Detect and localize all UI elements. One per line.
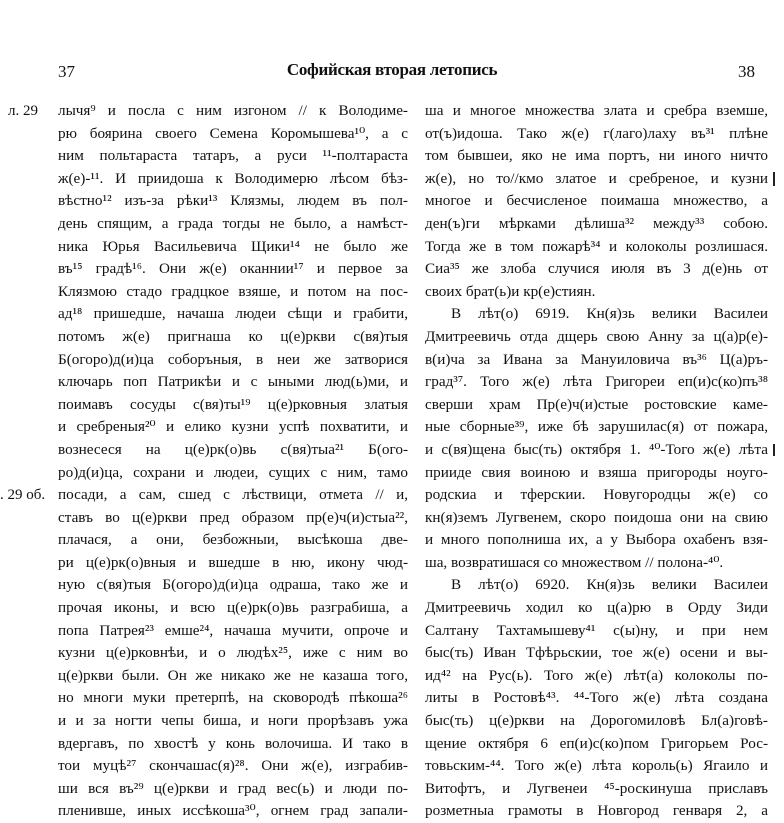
text-line: розметныа грамоты в Новгород генваря 2, а: [425, 802, 768, 820]
text-line: быс(ть) Иван Тфѣрьскии, тое ж(е) осени и вы-: [425, 644, 768, 662]
text-line: поимавъ сосуды с(вя)ты¹⁹ ц(е)рковныя златыя: [58, 395, 408, 413]
text-line: лычя⁹ и посла с ним изгоном // к Володиме-: [58, 102, 408, 119]
margin-mark: [773, 172, 775, 186]
text-line: Салтану Тахтамышеву⁴¹ с(ы)ну, и при нем: [425, 621, 768, 639]
text-line: В лѣт(о) 6920. Кн(я)зь велики Василеи: [451, 576, 768, 594]
text-line: ц(е)ркви были. Он же никако же не казаша тогo,: [58, 666, 408, 684]
text-line: ника Юрья Васильевича Щики¹⁴ не было же: [58, 237, 408, 255]
text-line: от(ъ)идоша. Тако ж(е) г(лаго)лаху въ³¹ плѣне: [425, 124, 768, 142]
text-line: ные сборные³⁹, иже бѣ зарушилас(я) от пожара,: [425, 418, 768, 436]
text-line: ним польтараста татаръ, а руси ¹¹-полтараста: [58, 147, 408, 165]
running-title: Софийская вторая летопись: [286, 60, 498, 79]
text-line: товьским-⁴⁴. Того ж(е) лѣта король(ь) Ягаило и: [425, 757, 768, 775]
page-number-right: 38: [738, 62, 755, 81]
text-line: Клязмою стадо градцкое взяше, и потом на пос-: [58, 282, 408, 300]
text-line: Дмитреевичь отда дщерь свою Анну за ц(а)р(е)-: [425, 327, 768, 345]
text-line: прочая иконы, и всю ц(е)рк(о)вь разграбиша, а: [58, 599, 408, 617]
text-line: многое и бесчисленое поимаша множество, а: [425, 192, 768, 210]
text-line: ри ц(е)рк(о)вныя и вшедше в ню, икону чюд-: [58, 553, 408, 571]
text-line: ши вся въ²⁹ ц(е)ркви и град вес(ь) и люди по-: [58, 779, 408, 797]
text-line: ид⁴² на Рус(ь). Того ж(е) лѣт(а) колоколы по-: [425, 666, 768, 684]
text-line: и сребреныя²⁰ и елико кузни успѣ похватити, и: [58, 418, 408, 436]
text-line: но многи муки претерпѣ, на сковородѣ пѣкоша²⁶: [58, 689, 408, 707]
text-line: Дмитреевичь ходил ко ц(а)рю в Орду Зиди: [425, 599, 768, 617]
text-line: ставъ во ц(е)ркви пред образом пр(е)ч(и)стыа²²,: [58, 508, 408, 526]
text-line: кузни ц(е)рковнѣи, и о людѣх²⁵, иже с ним во: [58, 644, 408, 662]
text-line: град³⁷. Того ж(е) лѣта Григореи еп(и)с(ко)пъ³⁸: [425, 373, 768, 391]
text-line: ную с(вя)тыя Б(огоро)д(и)ца одраша, тако же и: [58, 576, 408, 594]
text-line: вознесеся на ц(е)рк(о)вь с(вя)тыа²¹ Б(ого-: [58, 440, 408, 458]
text-line: в(и)ча за Ивана за Мануиловича въ³⁶ Ц(а)ръ-: [425, 350, 768, 368]
margin-note-folio: л. 29: [8, 103, 38, 119]
text-line: кн(я)земъ Лугвенем, скоро поидоша они на свию: [425, 508, 768, 526]
text-line: быс(ть) ц(е)ркви на Дорогомиловѣ Бл(а)говѣ-: [425, 712, 768, 730]
text-line: ад¹⁸ пришедше, начаша людеи сѣщи и грабити,: [58, 305, 408, 323]
page-header: [0, 0, 784, 90]
text-line: ден(ъ)ги мѣрками дѣлиша³² междy³³ собою.: [425, 214, 768, 232]
text-line: сверши храм Пр(е)ч(и)стые ростовские каме-: [425, 395, 768, 413]
text-line: день спящим, а града тогды не было, а намѣст-: [58, 214, 408, 232]
text-line: В лѣт(о) 6919. Кн(я)зь велики Василеи: [451, 305, 768, 323]
text-line: своих брат(ь)и кр(е)стиян.: [425, 282, 596, 300]
right-text-column: [425, 100, 768, 823]
text-line: ша, возвратишася со множеством // полона-⁴⁰.: [425, 553, 724, 571]
text-line: ша и многое множества злата и сребра вземше,: [425, 102, 768, 119]
margin-mark: [773, 444, 775, 456]
text-line: ж(е)-¹¹. И приидоша к Володимерю лѣсом бѣз-: [58, 169, 408, 187]
text-line: въ¹⁵ градѣ¹⁶. Они ж(е) оканнии¹⁷ и первое за: [58, 260, 408, 278]
text-line: посади, а сам, сшед с лѣствици, отмета // и,: [58, 486, 408, 504]
text-line: Сиа³⁵ же злоба случися июля въ 3 д(е)нь от: [425, 260, 768, 278]
text-line: Тогда же в том пожарѣ³⁴ и колоколы розлишася.: [425, 237, 768, 255]
text-line: ро)д(и)ца, сохрани и людеи, сущих с ним, тамо: [58, 463, 408, 481]
text-line: Б(огоро)д(и)ца соборъныя, в неи же затворися: [58, 350, 408, 368]
text-line: щение октября 6 еп(и)с(ко)пом Григорьем Рос-: [425, 734, 768, 752]
text-line: тои муцѣ²⁷ скончашас(я)²⁸. Они ж(е), изграбив-: [58, 757, 408, 775]
text-line: родскиа и тферскии. Новугородцы ж(е) со: [425, 486, 768, 504]
text-line: и много пополниша их, а у Выбора охабенъ взя-: [425, 531, 768, 549]
text-line: вѣстно¹² изъ-за рѣки¹³ Клязмы, людем въ пол-: [58, 192, 408, 210]
text-line: плачася, а они, безбожныи, высѣкоша две-: [58, 531, 408, 549]
left-text-column: [58, 100, 408, 823]
text-line: и и за ногти чепы биша, и ноги прорѣзавъ ужа: [58, 712, 408, 730]
text-line: потомъ ж(е) пригнаша ко ц(е)ркви с(вя)тыя: [58, 327, 408, 345]
text-line: Витофтъ, и Лугвенеи ⁴⁵-роскинуша приславъ: [425, 779, 768, 797]
text-line: том бывшеи, яко не има портъ, ни иного ничто: [425, 147, 768, 165]
text-line: пленивше, иных иссѣкоша³⁰, огнем град запали-: [58, 802, 408, 820]
text-line: попа Патрея²³ емше²⁴, начаша мучити, опроче и: [58, 621, 408, 639]
margin-note-folio-verso: . 29 об.: [0, 487, 46, 503]
text-line: литы в Ростовѣ⁴³. ⁴⁴-Того ж(е) лѣта создана: [425, 689, 768, 707]
text-line: прииде свия воиною и взяша пригороды ноуго-: [425, 463, 768, 481]
text-line: вдергавъ, по хвостѣ у конь волочиша. И тако в: [58, 734, 408, 752]
text-line: ключарь поп Патрикѣи и с ыными люд(ь)ми, и: [58, 373, 408, 391]
page-number-left: 37: [58, 62, 75, 81]
text-line: и с(вя)щена быс(ть) октября 1. ⁴⁰-Того ж(е) лѣта: [425, 440, 768, 458]
text-line: рю боярина своего Семена Коромышева¹⁰, а с: [58, 124, 408, 142]
text-line: ж(е), но то//кмо златое и сребреное, и кузни: [425, 169, 768, 187]
